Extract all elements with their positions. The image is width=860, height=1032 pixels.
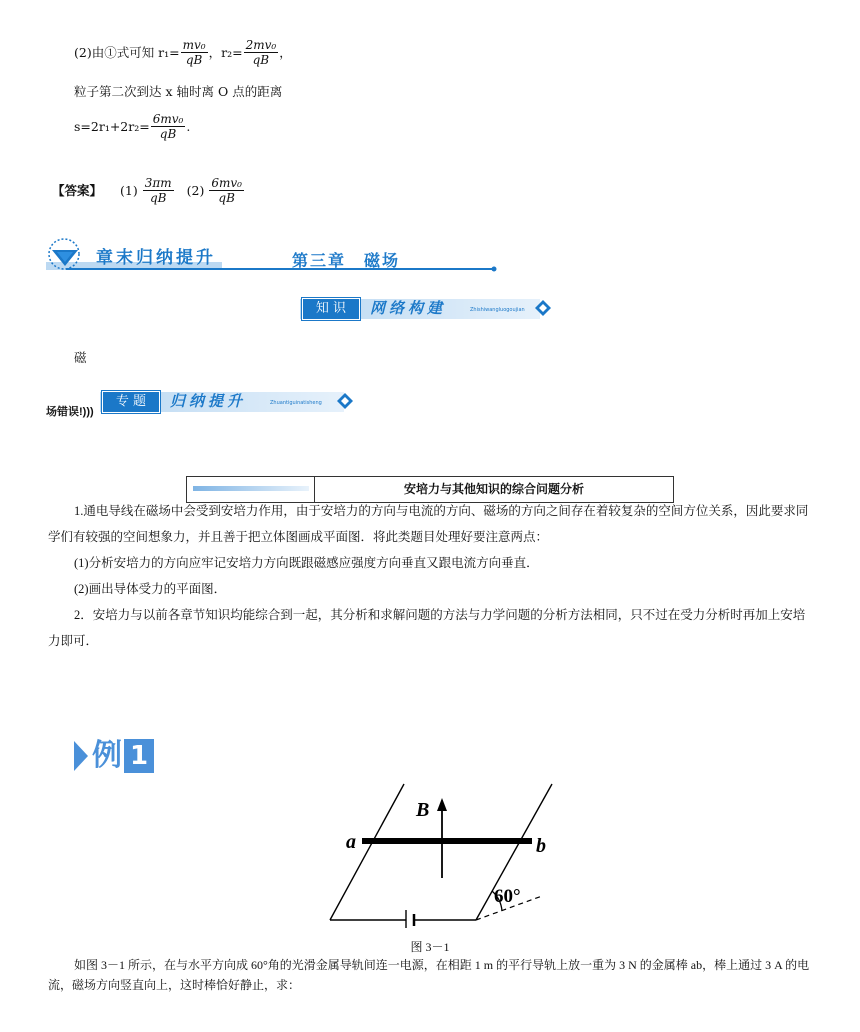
- angle-label: 60°: [494, 886, 521, 907]
- topic-table-icon-bar: [193, 486, 309, 491]
- answer-part1-label: (1): [120, 182, 138, 198]
- solution-line3-suffix: .: [186, 118, 191, 134]
- label-a: a: [346, 831, 356, 853]
- battery-icon: [406, 910, 414, 928]
- r2-numerator: 2mv₀: [245, 38, 277, 52]
- stray-text-2: 场错误!))): [46, 406, 94, 418]
- problem-text: 如图 3－1 所示，在与水平方向成 60°角的光滑金属导轨间连一电源，在相距 1 m 的平行导轨上放一重为 3 N 的金属棒 ab，棒上通过 3 A 的电流，磁场方向竖直向上，这时棒恰好静止，求：: [48, 958, 810, 992]
- chapter-banner: [46, 236, 498, 276]
- s-numerator: 6mv₀: [152, 112, 184, 126]
- topic-table-title: 安培力与其他知识的综合问题分析: [403, 482, 584, 496]
- knowledge-banner-pinyin: Zhishiwangluogoujian: [470, 307, 525, 313]
- answer1-fraction: [143, 176, 174, 205]
- s-denominator: qB: [159, 127, 177, 141]
- figure-caption: 图 3－1: [410, 940, 450, 954]
- answer2-numerator: 6mv₀: [211, 176, 242, 190]
- example-arrow-icon: [74, 741, 88, 771]
- knowledge-banner-title: 网络构建: [370, 299, 447, 317]
- chapter-banner-right-title: 第三章 磁场: [292, 251, 401, 270]
- solution-line3-prefix: s=2r₁+2r₂=: [74, 118, 150, 134]
- answer1-denominator: qB: [149, 191, 167, 205]
- stray-text-1: 磁: [74, 350, 87, 365]
- answer-line: [52, 176, 245, 205]
- solution-line1-prefix: (2)由①式可知 r₁=: [74, 44, 180, 60]
- example-number: 1: [124, 739, 154, 773]
- paragraph-1: 1.通电导线在磁场中会受到安培力作用，由于安培力的方向与电流的方向、磁场的方向之间存在着较复杂的空间方位关系，因此要求同学们有较强的空间想象力，并且善于把立体图画成平面图．将此类题目处理好要注意两点：: [48, 504, 809, 544]
- r2-denominator: qB: [252, 53, 270, 67]
- answer1-numerator: 3πm: [144, 176, 172, 190]
- label-B: B: [416, 799, 430, 821]
- paragraph-2: (1)分析安培力的方向应牢记安培力方向既跟磁感应强度方向垂直又跟电流方向垂直．: [74, 556, 539, 570]
- topic-banner-pinyin: Zhuantiguinatisheng: [270, 400, 322, 406]
- r2-label: ，r₂=: [208, 44, 243, 60]
- r2-fraction: [244, 38, 279, 67]
- knowledge-banner: [300, 295, 558, 325]
- answer-part2-label: (2): [186, 182, 205, 198]
- r1-numerator: mv₀: [182, 38, 206, 52]
- label-b: b: [536, 835, 546, 857]
- solution-line-1: [74, 38, 292, 67]
- knowledge-banner-box: 知 识: [302, 298, 360, 320]
- s-fraction: [151, 112, 186, 141]
- solution-line-2: 粒子第二次到达 x 轴时离 O 点的距离: [74, 84, 283, 99]
- topic-banner-box: 专 题: [102, 391, 160, 413]
- answer-label: 【答案】: [52, 182, 103, 198]
- topic-banner: [100, 388, 362, 418]
- paragraph-3: (2)画出导体受力的平面图．: [74, 582, 227, 596]
- example-label-text: 例: [92, 738, 122, 773]
- solution-line-3: [74, 112, 190, 141]
- chapter-down-triangle-icon: [50, 246, 80, 268]
- answer2-fraction: [209, 176, 244, 205]
- figure-3-1: [322, 778, 562, 928]
- r1-fraction: [181, 38, 208, 67]
- chapter-banner-left-title: 章末归纳提升: [96, 248, 216, 268]
- example-label: [74, 738, 154, 774]
- answer2-denominator: qB: [218, 191, 235, 205]
- solution-line1-suffix: ，: [279, 44, 292, 60]
- paragraph-4: 2．安培力与以前各章节知识均能综合到一起，其分析和求解问题的方法与力学问题的分析方法相同，只不过在受力分析时再加上安培力即可．: [48, 608, 806, 648]
- topic-banner-title: 归纳提升: [170, 392, 247, 410]
- topic-diamond-icon: [336, 392, 354, 410]
- r1-denominator: qB: [185, 53, 203, 67]
- knowledge-diamond-icon: [534, 299, 552, 317]
